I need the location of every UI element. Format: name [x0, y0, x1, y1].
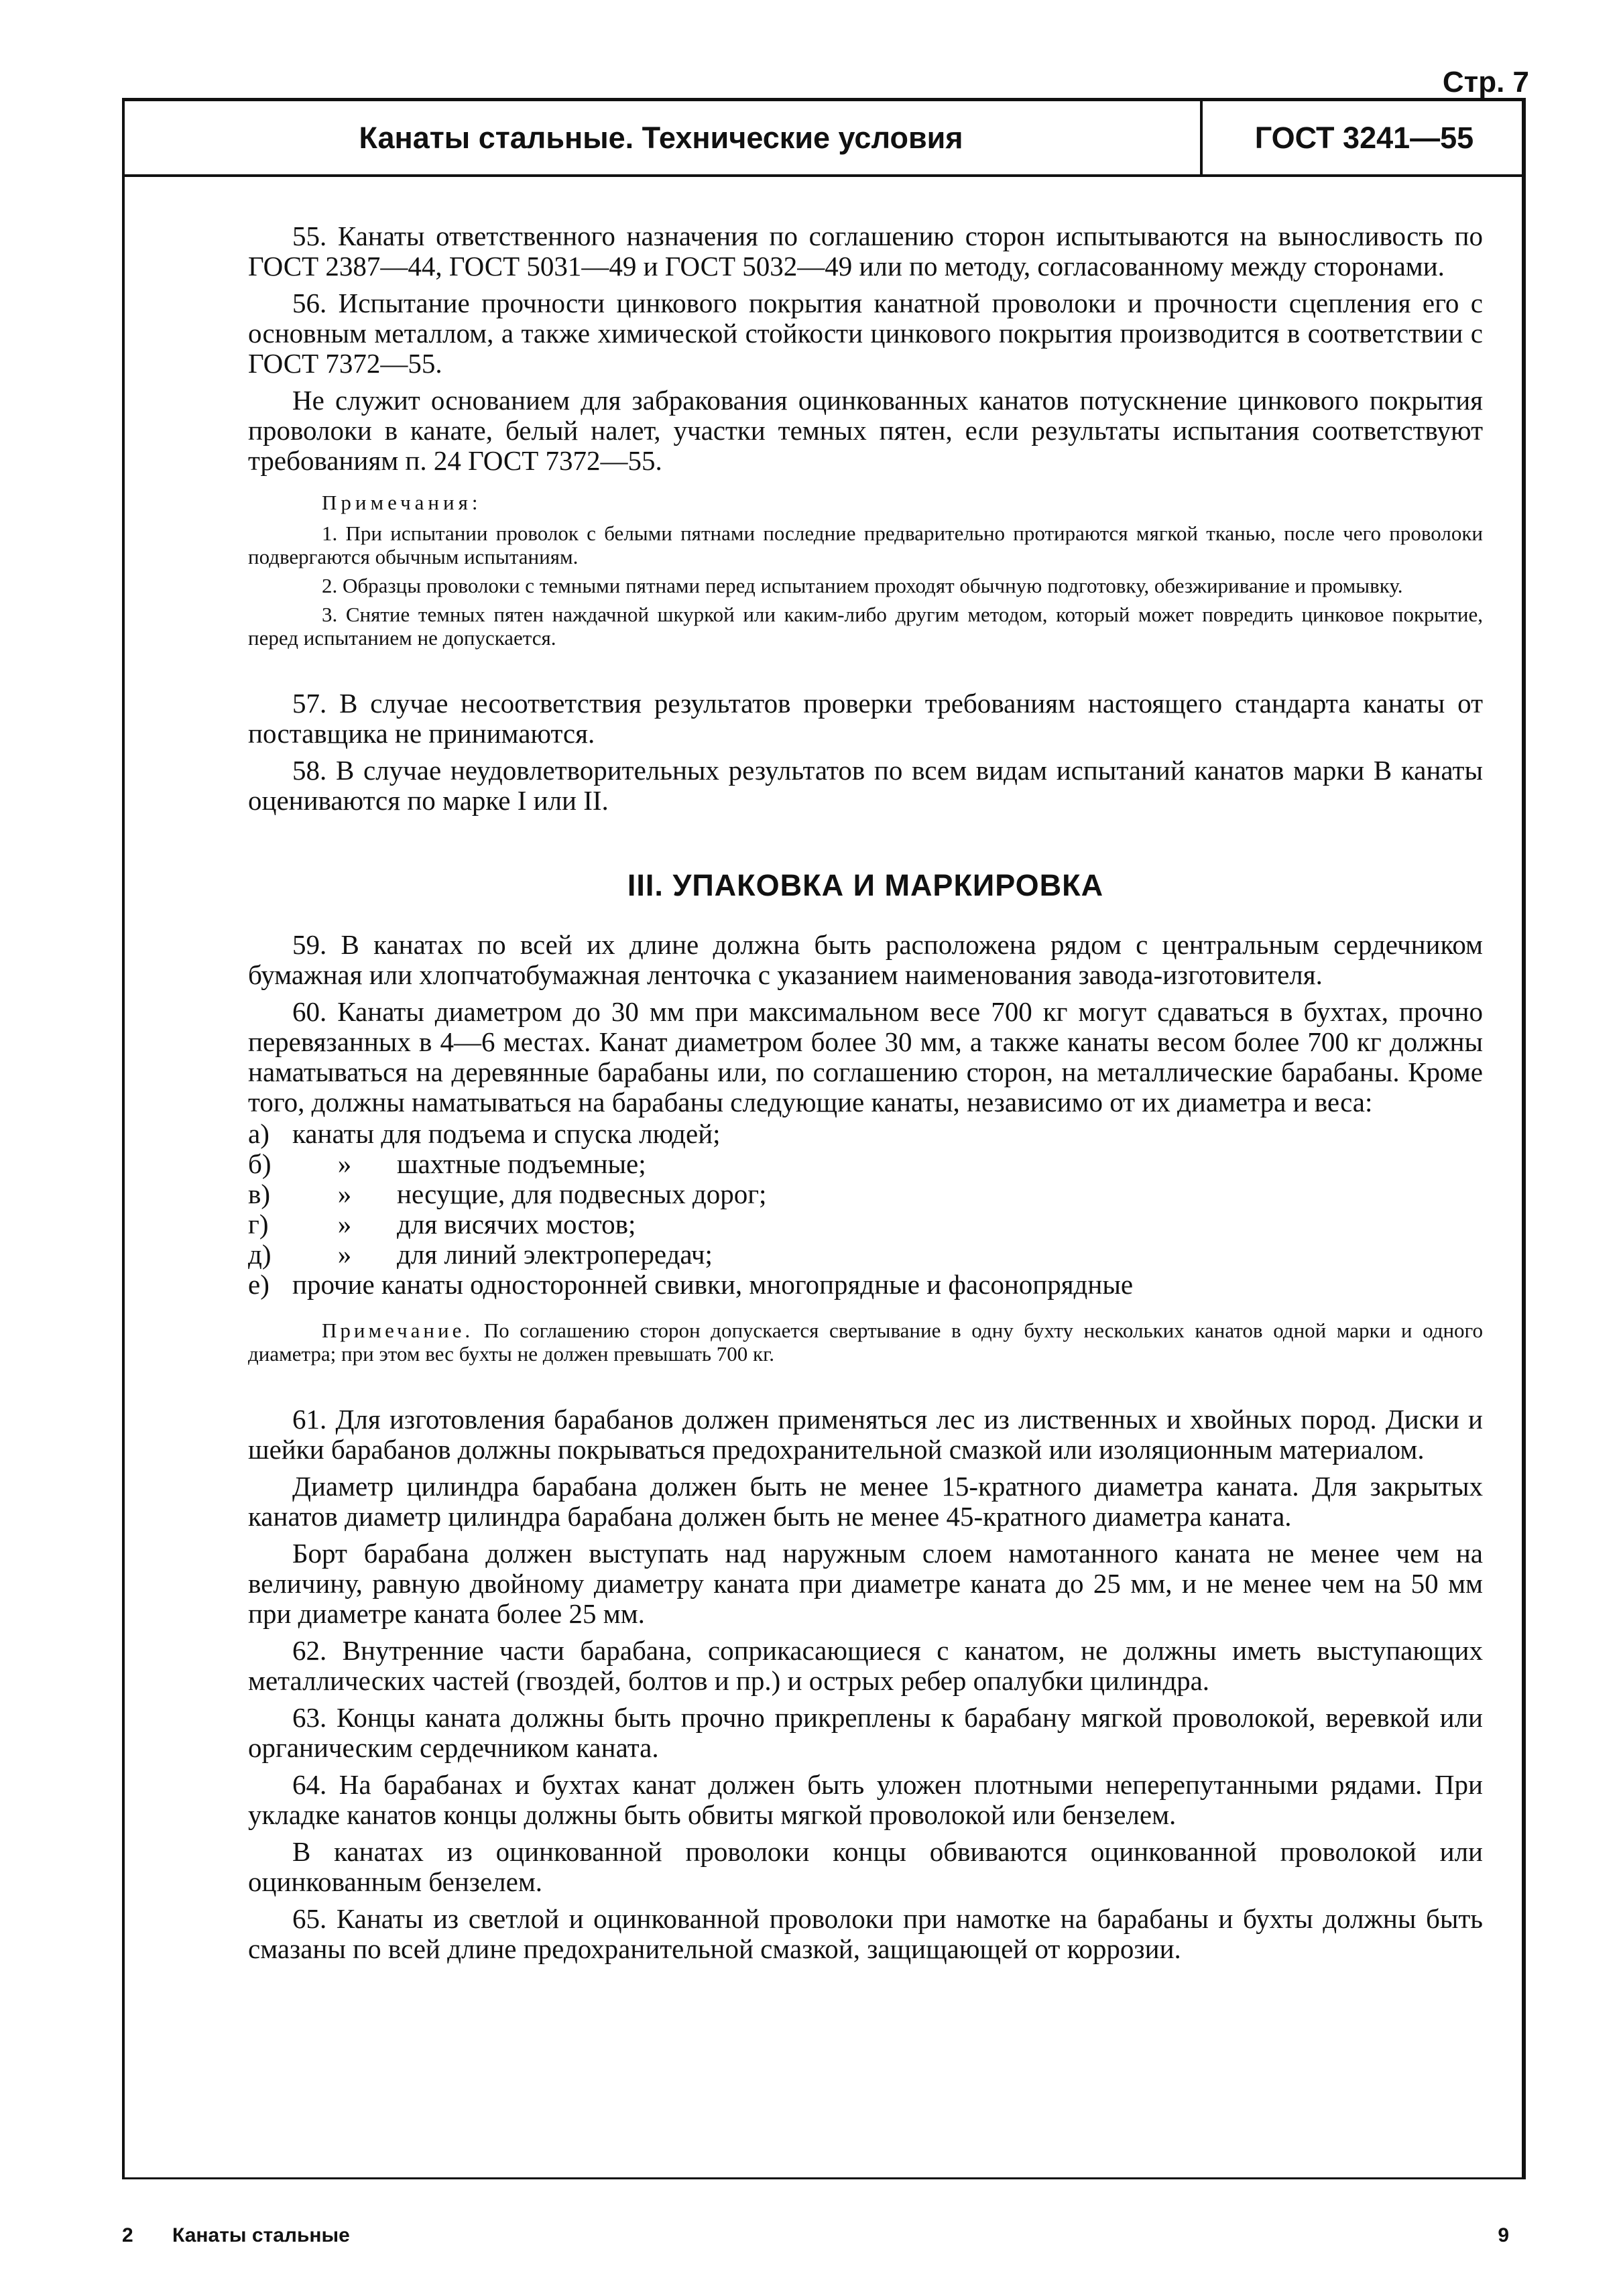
footer-page-number: 9: [1498, 2224, 1509, 2246]
paragraph-61-flange: Борт барабана должен выступать над наружным слоем намотанного каната не менее чем на величину, равную двойному диаметру каната при диаметре каната до 25 мм, и не менее чем на 50 мм при диаметре каната более 25 мм.: [248, 1538, 1483, 1629]
footer-title: Канаты стальные: [172, 2224, 350, 2246]
list-marker: а): [248, 1118, 269, 1149]
list-text: для линий электропередач;: [397, 1239, 713, 1270]
page-label: Стр. 7: [1442, 66, 1529, 99]
paragraph-61-diameter: Диаметр цилиндра барабана должен быть не менее 15-кратного диаметра каната. Для закрытых канатов диаметр цилиндра барабана должен быть не менее 45-кратного диаметра каната.: [248, 1471, 1483, 1532]
list-item: [248, 1179, 1483, 1209]
footer-left: [122, 2224, 350, 2247]
paragraph-56: 56. Испытание прочности цинкового покрытия канатной проволоки и прочности сцепления его с основным металлом, а также химической стойкости цинкового покрытия производится в соответствии с ГОСТ 7372—55.: [248, 288, 1483, 379]
note-item: 1. При испытании проволок с белыми пятнами последние предварительно протираются мягкой тканью, после чего проволоки подвергаются обычным испытаниям.: [248, 522, 1483, 568]
paragraph-62: 62. Внутренние части барабана, соприкасающиеся с канатом, не должны иметь выступающих металлических частей (гвоздей, болтов и пр.) и острых ребер опалубки цилиндра.: [248, 1635, 1483, 1696]
paragraph-64-galvanized: В канатах из оцинкованной проволоки концы обвиваются оцинкованной проволокой или оцинкованным бензелем.: [248, 1836, 1483, 1897]
drum-rope-list: [248, 1119, 1483, 1300]
list-marker: г): [248, 1209, 269, 1240]
list-text: прочие канаты односторонней свивки, многопрядные и фасонопрядные: [292, 1269, 1134, 1300]
paragraph-65: 65. Канаты из светлой и оцинкованной проволоки при намотке на барабаны и бухты должны быть смазаны по всей длине предохранительной смазкой, защищающей от коррозии.: [248, 1903, 1483, 1964]
list-text: несущие, для подвесных дорог;: [397, 1179, 767, 1209]
list-text: для висячих мостов;: [397, 1209, 636, 1240]
list-item: [248, 1240, 1483, 1270]
list-item: [248, 1270, 1483, 1300]
notes-block: [248, 491, 1483, 650]
ditto-mark: »: [337, 1239, 352, 1270]
list-item: [248, 1119, 1483, 1149]
ditto-mark: »: [337, 1148, 352, 1179]
list-text: шахтные подъемные;: [397, 1148, 646, 1179]
note-lead: Примечание.: [322, 1319, 474, 1342]
paragraph-61: 61. Для изготовления барабанов должен применяться лес из лиственных и хвойных пород. Диски и шейки барабанов должны покрываться предохранительной смазкой или изоляционным материалом.: [248, 1404, 1483, 1465]
ditto-mark: »: [337, 1209, 352, 1240]
section-heading: III. УПАКОВКА И МАРКИРОВКА: [627, 868, 1104, 902]
list-item: [248, 1149, 1483, 1179]
paragraph-64: 64. На барабанах и бухтах канат должен быть уложен плотными неперепутанными рядами. При укладке канатов концы должны быть обвиты мягкой проволокой или бензелем.: [248, 1769, 1483, 1830]
notes-heading: Примечания:: [322, 491, 482, 514]
paragraph-57: 57. В случае несоответствия результатов проверки требованиям настоящего стандарта канаты от поставщика не принимаются.: [248, 688, 1483, 749]
document-body: [248, 221, 1483, 1964]
header-standard-code: ГОСТ 3241—55: [1254, 120, 1474, 155]
ditto-mark: »: [337, 1179, 352, 1209]
note-item: 3. Снятие темных пятен наждачной шкуркой или каким-либо другим методом, который может повредить цинковое покрытие, перед испытанием не допускается.: [248, 603, 1483, 650]
list-item: [248, 1209, 1483, 1240]
list-marker: д): [248, 1239, 272, 1270]
list-marker: е): [248, 1269, 269, 1300]
paragraph-60: 60. Канаты диаметром до 30 мм при максимальном весе 700 кг могут сдаваться в бухтах, прочно перевязанных в 4—6 местах. Канат диаметром более 30 мм, а также канаты весом более 700 кг должны наматываться на деревянные барабаны или, по соглашению сторон, на металлические барабаны. Кроме того, должны наматываться на барабаны следующие канаты, независимо от их диаметра и веса:: [248, 996, 1483, 1117]
document-header: [122, 98, 1526, 177]
paragraph-56-continued: Не служит основанием для забракования оцинкованных канатов потускнение цинкового покрытия проволоки в канате, белый налет, участки темных пятен, если результаты испытания соответствуют требованиям п. 24 ГОСТ 7372—55.: [248, 385, 1483, 476]
list-text: канаты для подъема и спуска людей;: [292, 1118, 721, 1149]
paragraph-59: 59. В канатах по всей их длине должна быть расположена рядом с центральным сердечником бумажная или хлопчатобумажная ленточка с указанием наименования завода-изготовителя.: [248, 929, 1483, 990]
paragraph-58: 58. В случае неудовлетворительных результатов по всем видам испытаний канатов марки В канаты оцениваются по марке I или II.: [248, 755, 1483, 816]
header-title: Канаты стальные. Технические условия: [122, 101, 1203, 174]
note-paragraph: [248, 1319, 1483, 1366]
paragraph-63: 63. Концы каната должны быть прочно прикреплены к барабану мягкой проволокой, веревкой или органическим сердечником каната.: [248, 1702, 1483, 1763]
note-text: По соглашению сторон допускается свертывание в одну бухту нескольких канатов одной марки и одного диаметра; при этом вес бухты не должен превышать 700 кг.: [248, 1319, 1484, 1366]
paragraph-55: 55. Канаты ответственного назначения по соглашению сторон испытываются на выносливость по ГОСТ 2387—44, ГОСТ 5031—49 и ГОСТ 5032—49 или по методу, согласованному между сторонами.: [248, 221, 1483, 282]
list-marker: б): [248, 1148, 272, 1179]
note-item: 2. Образцы проволоки с темными пятнами перед испытанием проходят обычную подготовку, обезжиривание и промывку.: [322, 574, 1403, 597]
list-marker: в): [248, 1179, 271, 1209]
footer-sheet-number: 2: [122, 2224, 133, 2246]
